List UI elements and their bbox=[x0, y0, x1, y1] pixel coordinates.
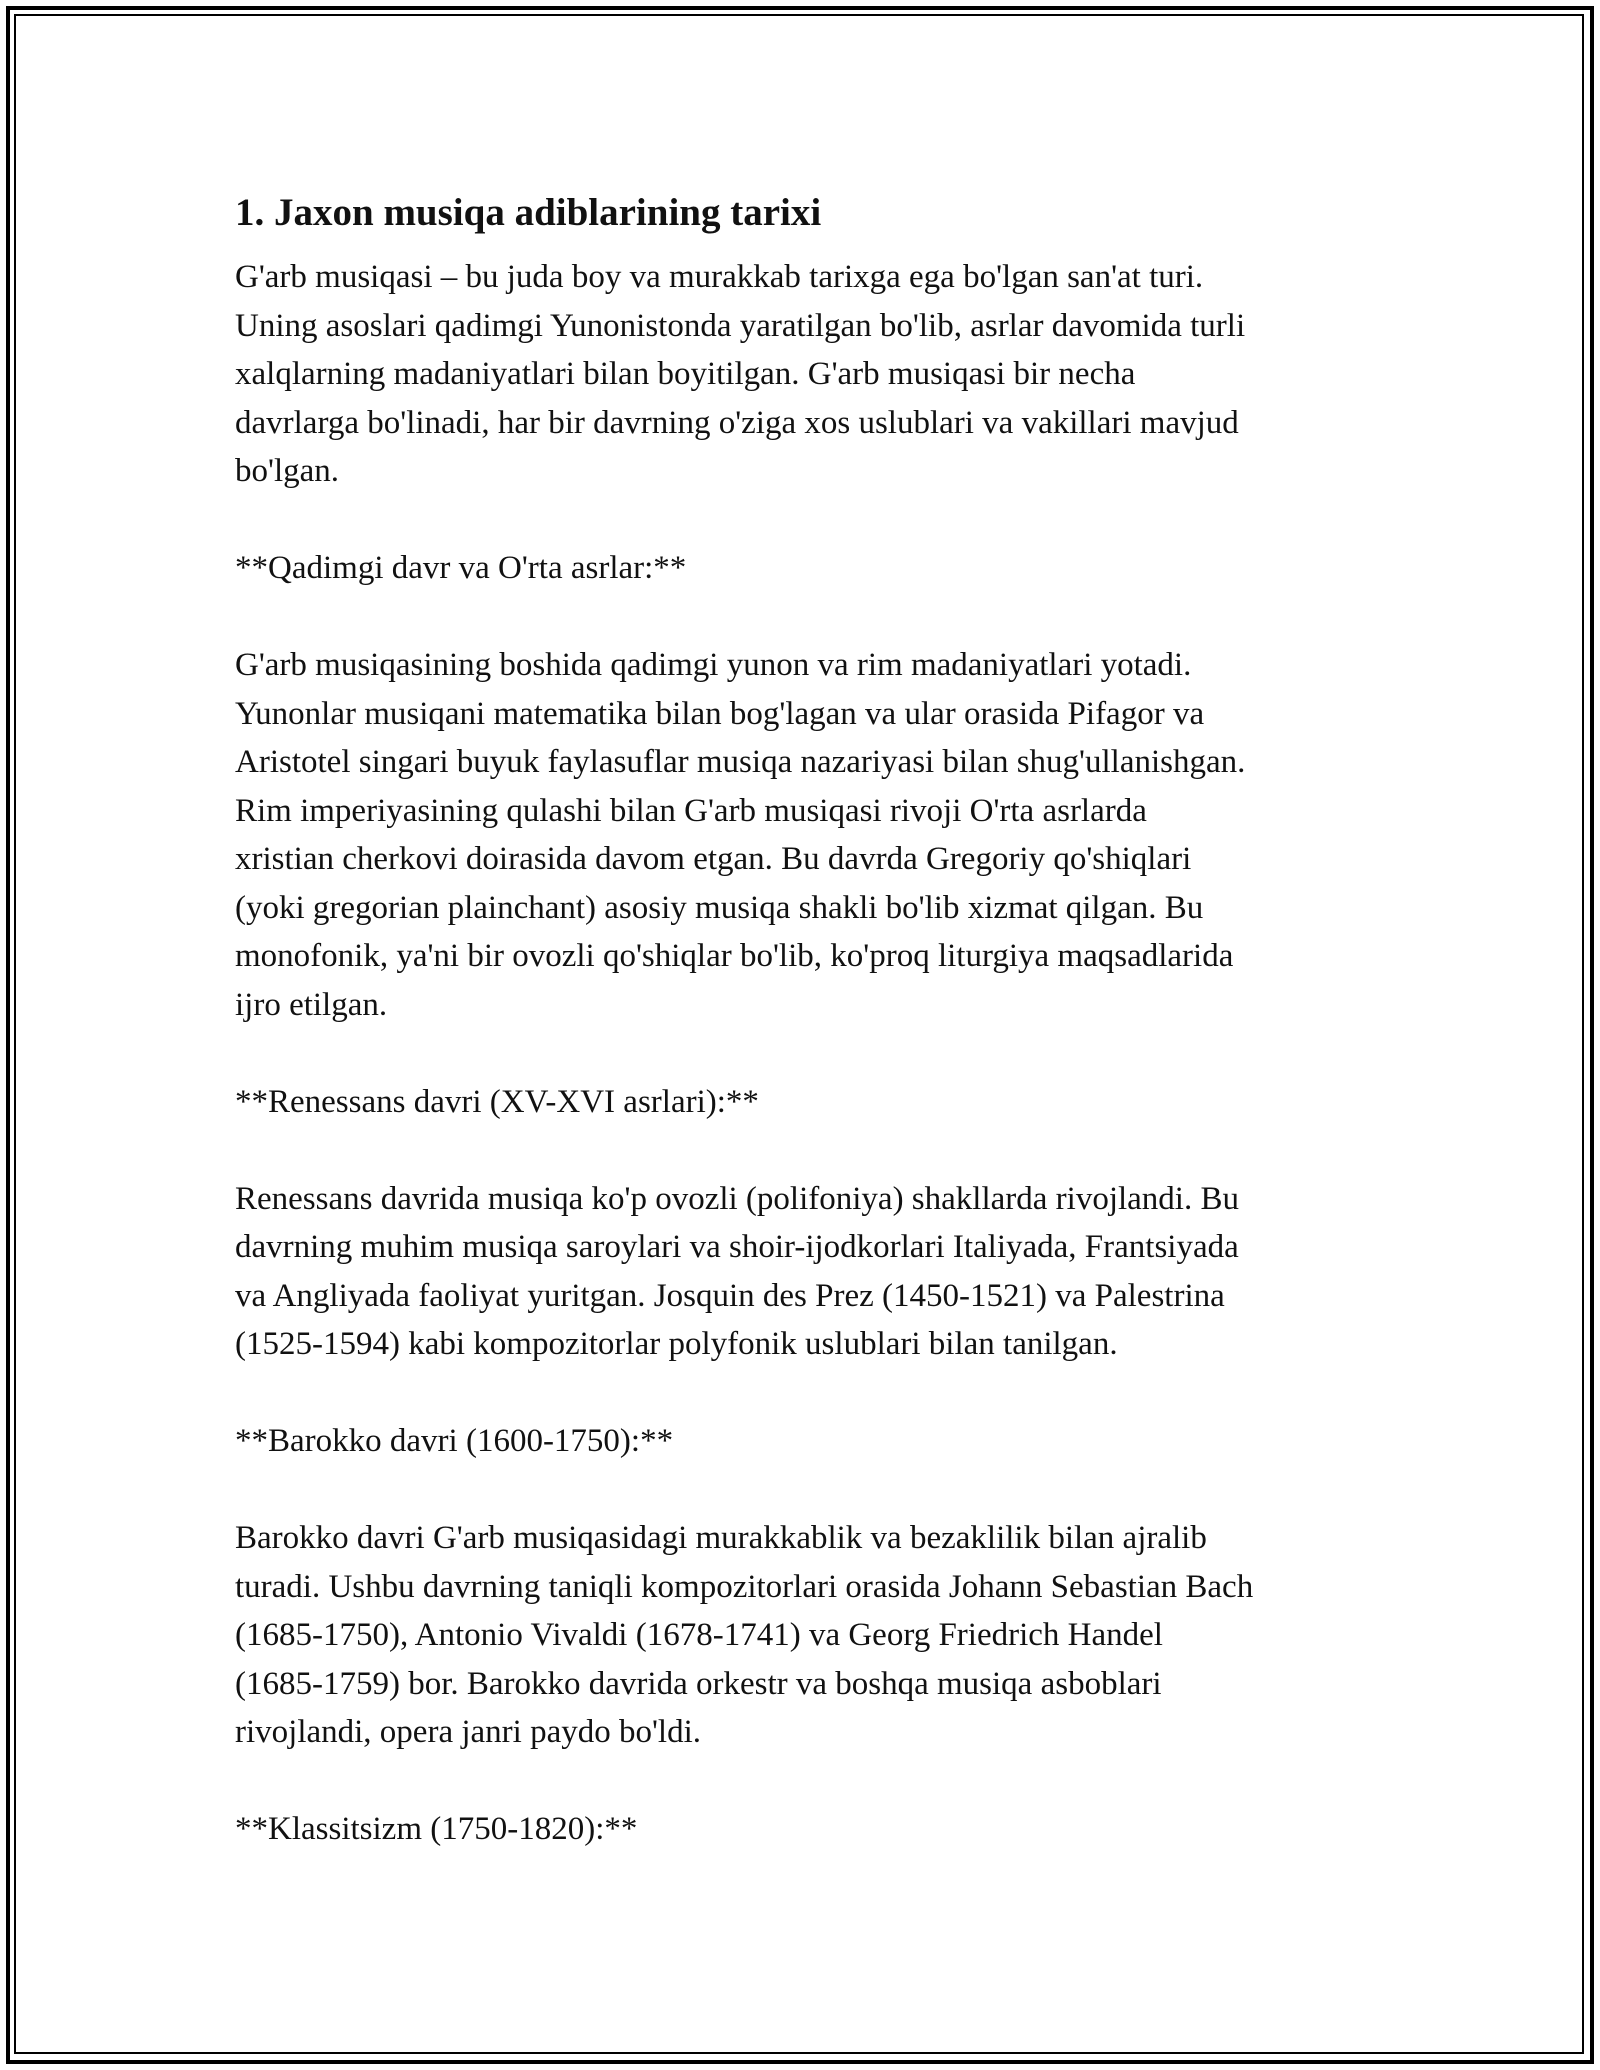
section-heading-classicism: **Klassitsizm (1750-1820):** bbox=[235, 1811, 638, 1847]
paragraph-medieval: G'arb musiqasining boshida qadimgi yunon va rim madaniyatlari yotadi. Yunonlar musiqani matematika bilan bog'lagan va ular orasida Pifagor va Aristotel singari buyuk faylasuflar musiqa nazariyasi bilan shug'ullanishgan. Rim imperiyasining qulashi bilan G'arb musiqasi rivoji O'rta asrlarda xristian cherkovi doirasida davom etgan. Bu davrda Gregoriy qo'shiqlari (yoki gregorian plainchant) asosiy musiqa shakli bo'lib xizmat qilgan. Bu monofonik, ya'ni bir ovozli qo'shiqlar bo'lib, ko'proq liturgiya maqsadlarida ijro etilgan. bbox=[235, 647, 1246, 1023]
paragraph-renaissance: Renessans davrida musiqa ko'p ovozli (polifoniya) shakllarda rivojlandi. Bu davrning muhim musiqa saroylari va shoir-ijodkorlari Italiyada, Frantsiyada va Angliyada faoliyat yuritgan. Josquin des Prez (1450-1521) va Palestrina (1525-1594) kabi kompozitorlar polyfonik uslublari bilan tanilgan. bbox=[235, 1180, 1239, 1362]
page-title: 1. Jaxon musiqa adiblarining tarixi bbox=[235, 191, 822, 234]
section-heading-medieval: **Qadimgi davr va O'rta asrlar:** bbox=[235, 550, 687, 586]
paragraph-baroque: Barokko davri G'arb musiqasidagi murakkablik va bezaklilik bilan ajralib turadi. Ushbu davrning taniqli kompozitorlari orasida Johann Sebastian Bach (1685-1750), Antonio Vivaldi (1678-1741) va Georg Friedrich Handel (1685-1759) bor. Barokko davrida orkestr va boshqa musiqa asboblari rivojlandi, opera janri paydo bo'ldi. bbox=[235, 1520, 1254, 1750]
section-heading-baroque: **Barokko davri (1600-1750):** bbox=[235, 1423, 674, 1459]
document-page bbox=[235, 185, 1375, 1854]
section-heading-renaissance: **Renessans davri (XV-XVI asrlari):** bbox=[235, 1083, 759, 1120]
paragraph-intro: G'arb musiqasi – bu juda boy va murakkab tarixga ega bo'lgan san'at turi. Uning asoslari qadimgi Yunonistonda yaratilgan bo'lib, asrlar davomida turli xalqlarning madaniyatlari bilan boyitilgan. G'arb musiqasi bir necha davrlarga bo'linadi, har bir davrning o'ziga xos uslublari va vakillari mavjud bo'lgan. bbox=[235, 259, 1246, 489]
